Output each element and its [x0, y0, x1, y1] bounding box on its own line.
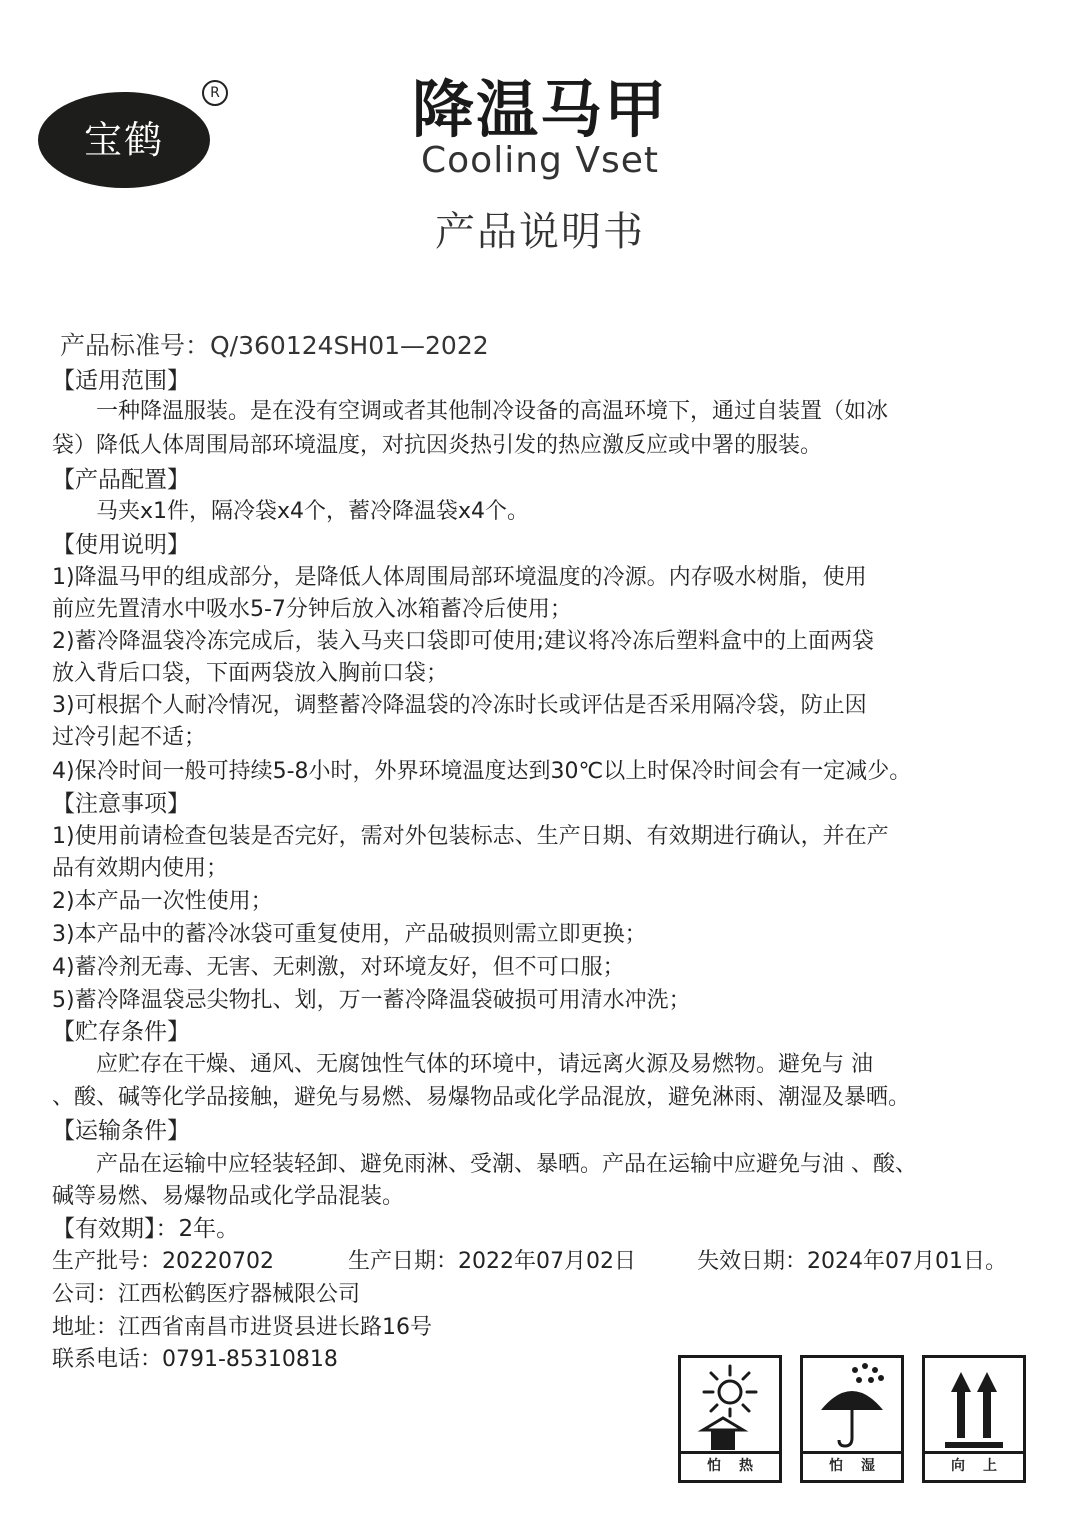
notes-line: 5)蓄冷降温袋忌尖物扎、划，万一蓄冷降温袋破损可用清水冲洗；: [52, 988, 691, 1013]
validity-line: 【有效期】：2年。: [52, 1216, 240, 1242]
production-date: 生产日期：2022年07月02日: [348, 1249, 636, 1274]
storage-line: 、酸、碱等化学品接触，避免与易燃、易爆物品或化学品混放，避免淋雨、潮湿及暴晒。: [52, 1085, 911, 1110]
usage-line: 过冷引起不适；: [52, 725, 207, 750]
config-line: 马夹x1件，隔冷袋x4个，蓄冷降温袋x4个。: [52, 499, 530, 524]
notes-line: 2)本产品一次性使用；: [52, 889, 273, 914]
standard-number: 产品标准号：Q/360124SH01—2022: [60, 331, 489, 360]
keep-dry-icon: [800, 1355, 904, 1483]
usage-line: 1)降温马甲的组成部分，是降低人体周围局部环境温度的冷源。内存吸水树脂，使用: [52, 565, 867, 590]
symbol-label: 怕热: [681, 1451, 779, 1480]
notes-line: 3)本产品中的蓄冷冰袋可重复使用，产品破损则需立即更换；: [52, 922, 647, 947]
this-way-up-icon: [922, 1355, 1026, 1483]
keep-away-from-heat-icon: [678, 1355, 782, 1483]
storage-heading: 【贮存条件】: [52, 1019, 190, 1045]
scope-line: 袋）降低人体周围局部环境温度，对抗因炎热引发的热应激反应或中署的服装。: [52, 433, 823, 458]
storage-line: 应贮存在干燥、通风、无腐蚀性气体的环境中，请远离火源及易燃物。避免与 油: [52, 1052, 873, 1077]
notes-line: 4)蓄冷剂无毒、无害、无刺激，对环境友好，但不可口服；: [52, 955, 625, 980]
product-subtitle: Cooling Vset: [421, 140, 659, 181]
usage-line: 放入背后口袋，下面两袋放入胸前口袋；: [52, 661, 449, 686]
symbol-label: 向上: [925, 1451, 1023, 1480]
symbol-label: 怕湿: [803, 1451, 901, 1480]
config-heading: 【产品配置】: [52, 467, 190, 493]
usage-line: 前应先置清水中吸水5-7分钟后放入冰箱蓄冷后使用；: [52, 597, 572, 622]
usage-line: 2)蓄冷降温袋冷冻完成后，装入马夹口袋即可使用;建议将冷冻后塑料盒中的上面两袋: [52, 629, 874, 654]
brand-logo: 宝鹤: [38, 92, 210, 188]
scope-heading: 【适用范围】: [52, 368, 190, 394]
usage-line: 4)保冷时间一般可持续5-8小时，外界环境温度达到30℃以上时保冷时间会有一定减少。: [52, 759, 912, 784]
notes-line: 1)使用前请检查包装是否完好，需对外包装标志、生产日期、有效期进行确认，并在产: [52, 824, 889, 849]
notes-line: 品有效期内使用；: [52, 856, 229, 881]
notes-heading: 【注意事项】: [52, 791, 190, 817]
company-name: 公司：江西松鹤医疗器械限公司: [52, 1282, 361, 1307]
company-address: 地址：江西省南昌市进贤县进长路16号: [52, 1315, 432, 1340]
scope-line: 一种降温服装。是在没有空调或者其他制冷设备的高温环境下，通过自装置（如冰: [52, 399, 889, 424]
transport-line: 碱等易燃、易爆物品或化学品混装。: [52, 1184, 405, 1209]
usage-heading: 【使用说明】: [52, 532, 190, 558]
batch-number: 生产批号：20220702: [52, 1249, 274, 1274]
transport-line: 产品在运输中应轻装轻卸、避免雨淋、受潮、暴晒。产品在运输中应避免与油 、酸、: [52, 1152, 917, 1177]
registered-mark-icon: R: [202, 80, 228, 106]
contact-phone: 联系电话：0791-85310818: [52, 1347, 338, 1372]
expiry-date: 失效日期：2024年07月01日。: [697, 1249, 1007, 1274]
product-title: 降温马甲: [411, 73, 668, 146]
usage-line: 3)可根据个人耐冷情况，调整蓄冷降温袋的冷冻时长或评估是否采用隔冷袋，防止因: [52, 693, 867, 718]
document-title: 产品说明书: [435, 209, 645, 255]
transport-heading: 【运输条件】: [52, 1118, 190, 1144]
handling-symbols: [678, 1355, 1028, 1485]
